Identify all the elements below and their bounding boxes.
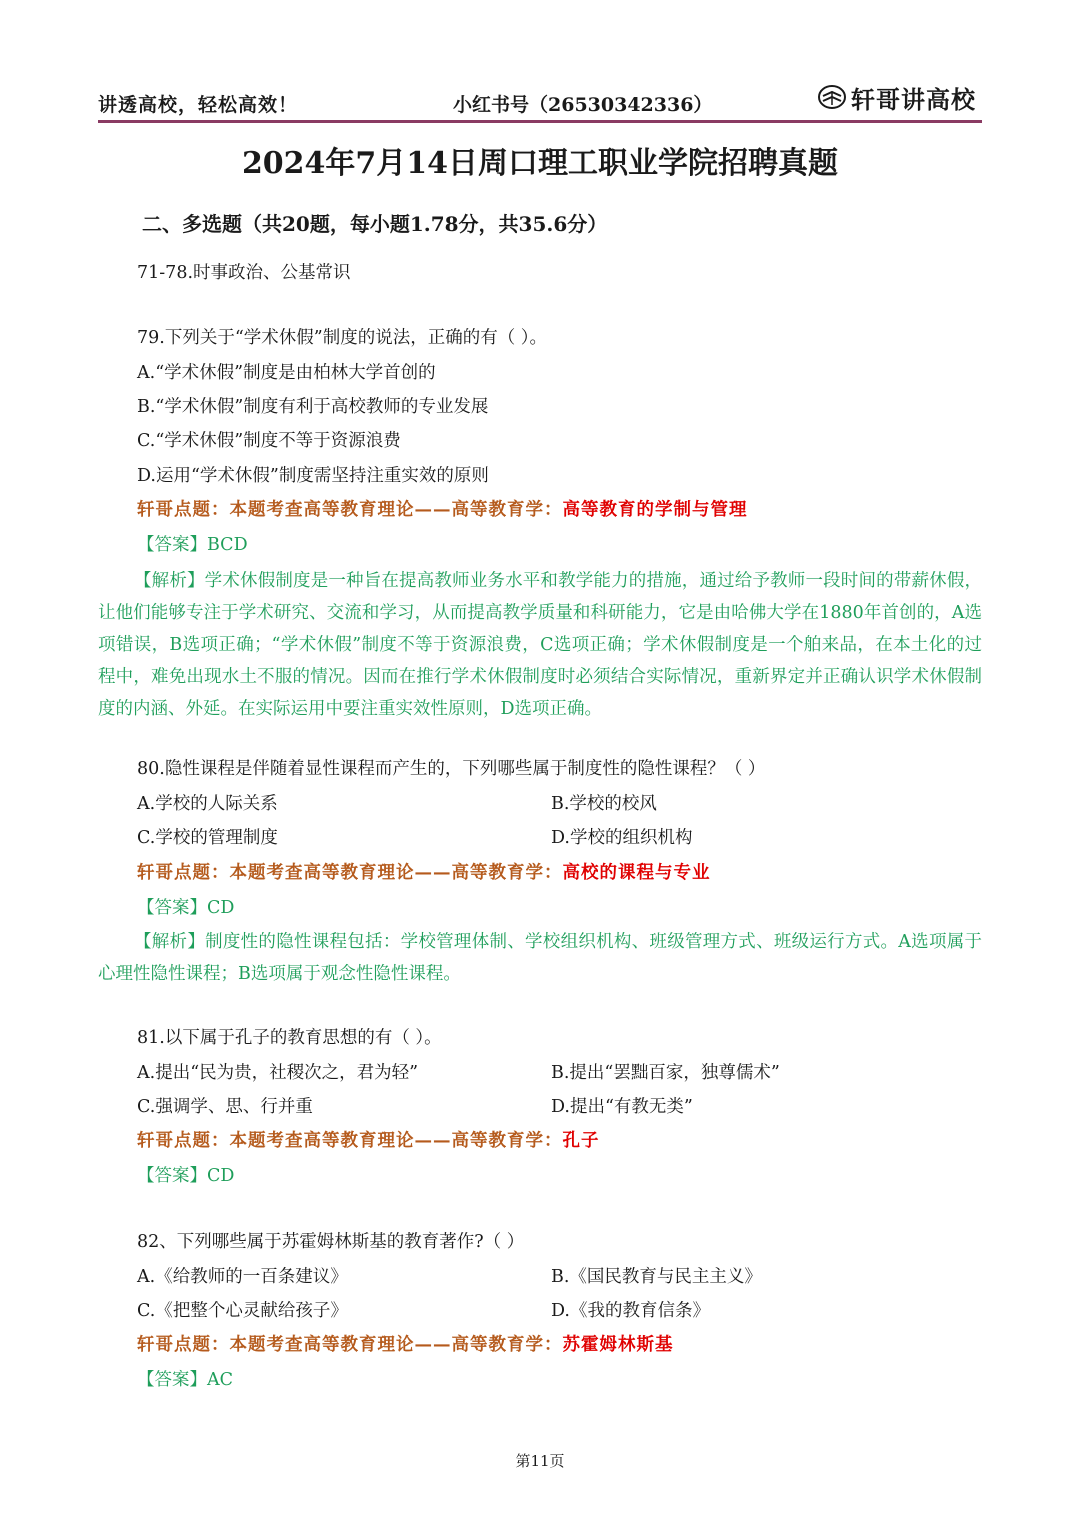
q79-point-topic: 高等教育的学制与管理 [562,500,748,520]
q80-answer: 【答案】CD [137,898,235,918]
q79-option-a: A.“学术休假”制度是由柏林大学首创的 [137,363,436,383]
q80-stem: 80.隐性课程是伴随着显性课程而产生的，下列哪些属于制度性的隐性课程？（ ） [137,759,766,779]
section-heading: 二、多选题（共20题，每小题1.78分，共35.6分） [142,212,608,236]
q81-point [137,1129,600,1153]
q80-point [137,861,711,885]
q82-option-d: D.《我的教育信条》 [551,1301,710,1321]
q81-point-topic: 孔子 [562,1131,600,1151]
q81-option-a: A.提出“民为贵，社稷次之，君为轻” [137,1063,419,1083]
q80-point-prefix: 轩哥点题：本题考查高等教育理论——高等教育学： [137,863,563,883]
q81-option-d: D.提出“有教无类” [551,1097,693,1117]
q81-option-c: C.强调学、思、行并重 [137,1097,313,1117]
q80-option-a: A.学校的人际关系 [137,794,278,814]
header-divider [98,120,982,123]
q82-stem: 82、下列哪些属于苏霍姆林斯基的教育著作?（ ） [137,1232,525,1252]
q79-option-c: C.“学术休假”制度不等于资源浪费 [137,431,401,451]
q80-option-b: B.学校的校风 [551,794,657,814]
page-title: 2024年7月14日周口理工职业学院招聘真题 [241,146,839,181]
q81-option-b: B.提出“罢黜百家，独尊儒术” [551,1063,780,1083]
q79-option-b: B.“学术休假”制度有利于高校教师的专业发展 [137,397,489,417]
q79-stem: 79.下列关于“学术休假”制度的说法，正确的有（ ）。 [137,328,548,348]
header-xiaohongshu-id: 小红书号（26530342336） [453,94,713,116]
note-71-78: 71-78.时事政治、公基常识 [137,263,351,283]
q82-point-topic: 苏霍姆林斯基 [562,1335,674,1355]
page-header [98,78,982,122]
q82-option-a: A.《给教师的一百条建议》 [137,1267,348,1287]
q80-explanation: 【解析】制度性的隐性课程包括：学校管理体制、学校组织机构、班级管理方式、班级运行方式。A选项属于心理性隐性课程；B选项属于观念性隐性课程。 [98,932,982,984]
logo-text: 轩哥讲高校 [851,84,976,114]
q81-stem: 81.以下属于孔子的教育思想的有（ ）。 [137,1028,442,1048]
q79-option-d: D.运用“学术休假”制度需坚持注重实效的原则 [137,466,489,486]
q81-answer: 【答案】CD [137,1166,235,1186]
q79-answer: 【答案】BCD [137,535,248,555]
q79-explanation: 【解析】学术休假制度是一种旨在提高教师业务水平和教学能力的措施，通过给予教师一段时间的带薪休假，让他们能够专注于学术研究、交流和学习，从而提高教学质量和科研能力，它是由哈佛大学在1880年首创的，A选项错误，B选项正确；“学术休假”制度不等于资源浪费，C选项正确；学术休假制度是一个舶来品，在本土化的过程中，难免出现水土不服的情况。因而在推行学术休假制度时必须结合实际情况，重新界定并正确认识学术休假制度的内涵、外延。在实际运用中要注重实效性原则，D选项正确。 [98,571,982,719]
header-slogan: 讲透高校，轻松高效！ [98,94,299,116]
q82-point [137,1333,674,1357]
q80-point-topic: 高校的课程与专业 [562,863,711,883]
page-number: 第11页 [515,1452,565,1470]
header-logo [817,80,976,114]
q82-option-c: C.《把整个心灵献给孩子》 [137,1301,348,1321]
q80-option-c: C.学校的管理制度 [137,828,278,848]
q79-point [137,498,748,522]
q82-answer: 【答案】AC [137,1370,234,1390]
q81-point-prefix: 轩哥点题：本题考查高等教育理论——高等教育学： [137,1131,563,1151]
book-icon [817,83,847,111]
q82-option-b: B.《国民教育与民主主义》 [551,1267,762,1287]
q82-point-prefix: 轩哥点题：本题考查高等教育理论——高等教育学： [137,1335,563,1355]
q79-point-prefix: 轩哥点题：本题考查高等教育理论——高等教育学： [137,500,563,520]
q80-option-d: D.学校的组织机构 [551,828,693,848]
